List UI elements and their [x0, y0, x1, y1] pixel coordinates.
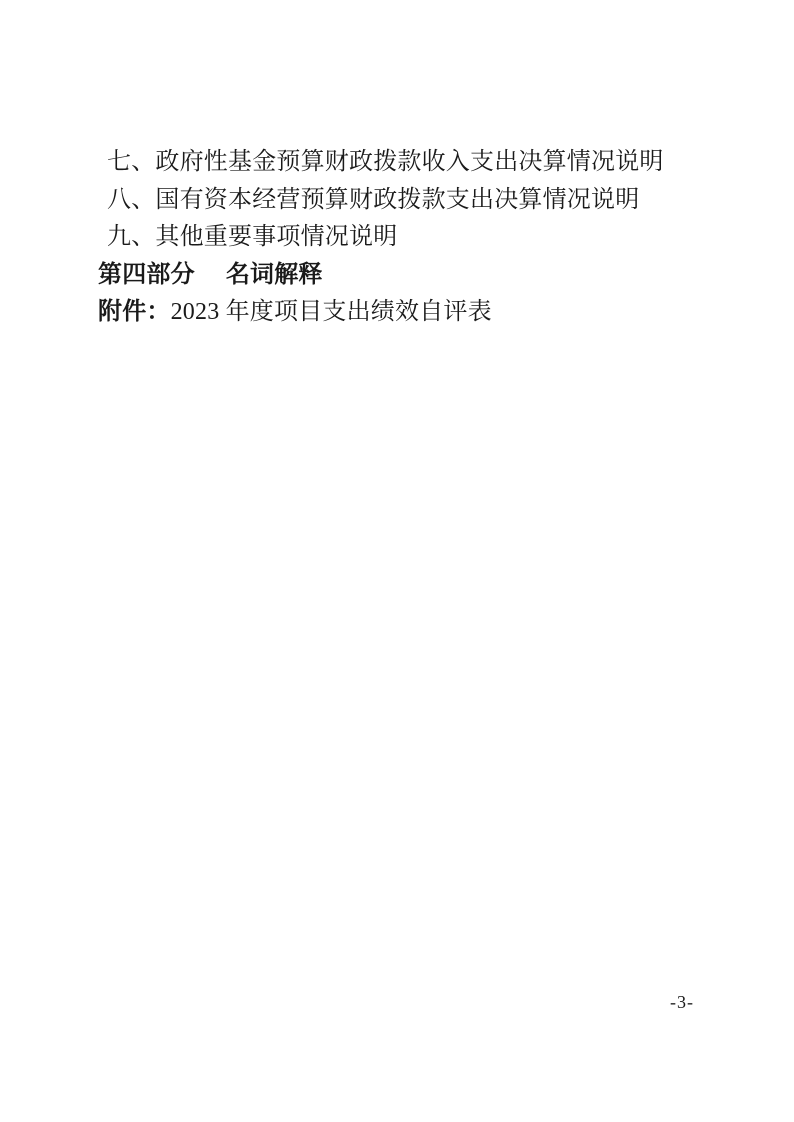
attachment-line — [98, 294, 698, 332]
part-heading-title: 名词解释 — [225, 261, 323, 288]
attachment-text: 2023 年度项目支出绩效自评表 — [170, 299, 492, 325]
page-number: -3- — [670, 992, 694, 1012]
attachment-label: 附件： — [98, 299, 171, 325]
part-heading-label: 第四部分 — [98, 261, 195, 288]
toc-item-9: 九、其他重要事项情况说明 — [107, 224, 398, 250]
toc-item-7: 七、政府性基金预算财政拨款收入支出决算情况说明 — [107, 149, 664, 175]
document-content — [98, 144, 698, 332]
toc-item-8: 八、国有资本经营预算财政拨款支出决算情况说明 — [107, 186, 640, 213]
part-heading — [98, 257, 698, 295]
